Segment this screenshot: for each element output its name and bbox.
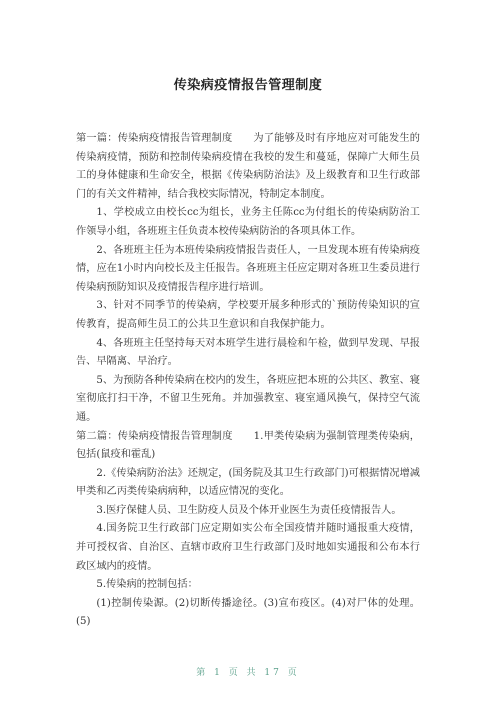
paragraph-item: 3、针对不同季节的传染病，学校要开展多种形式的`预防传染知识的宣传教育，提高师生员工的公共卫生意识和自我保护能力。 <box>76 300 420 330</box>
paragraph-item: 4.国务院卫生行政部门应定期如实公布全国疫情并随时通报重大疫情，并可授权省、自治区、直辖市政府卫生行政部门及时地如实通报和公布本行政区域内的疫情。 <box>76 523 420 572</box>
paragraph-item: 1、学校成立由校长cc为组长，业务主任陈cc为付组长的传染病防治工作领导小组，各班班主任负责本校传染病防治的各项具体工作。 <box>76 207 420 237</box>
paragraph-item: 2、各班班主任为本班传染病疫情报告责任人，一旦发现本班有传染病疫情，应在1小时内向校长及主任报告。各班班主任应定期对各班卫生委员进行传染病预防知识及疫情报告程序进行培训。 <box>76 244 420 293</box>
paragraph-item: (1)控制传染源。(2)切断传播途径。(3)宣布疫区。(4)对尸体的处理。(5) <box>76 597 420 628</box>
paragraph-item: 5、为预防各种传染病在校内的发生，各班应把本班的公共区、教室、寝室彻底打扫干净，不留卫生死角。并加强教室、寝室通风换气，保持空气流通。 <box>76 374 420 423</box>
paragraph-item: 5.传染病的控制包括： <box>96 579 198 591</box>
paragraph-intro: 第一篇：传染病疫情报告管理制度 为了能够及时有序地应对可能发生的传染病疫情，预防和控制传染病疫情在我校的发生和蔓延，保障广大师生员工的身体健康和生命安全，根据《传染病防治法》及上级教育和卫生行政部门的有关文件精神，结合我校实际情况，特制定本制度。 <box>76 133 420 200</box>
paragraph-item: 4、各班班主任坚持每天对本班学生进行晨检和午检，做到早发现、早报告、早隔离、早治疗。 <box>76 337 420 368</box>
page-number-footer: 第 1 页 共 17 页 <box>196 668 300 678</box>
page-title: 传染病疫情报告管理制度 <box>173 78 323 93</box>
paragraph-item: 3.医疗保健人员、卫生防疫人员及个体开业医生为责任疫情报告人。 <box>96 504 402 516</box>
paragraph-item: 2.《传染病防治法》还规定，(国务院及其卫生行政部门)可根据情况增减甲类和乙丙类传染病病种，以适应情况的变化。 <box>76 467 420 498</box>
paragraph-section-two: 第二篇：传染病疫情报告管理制度 1.甲类传染病为强制管理类传染病，包括(鼠疫和霍乱) <box>76 430 420 461</box>
document-body <box>76 130 420 632</box>
